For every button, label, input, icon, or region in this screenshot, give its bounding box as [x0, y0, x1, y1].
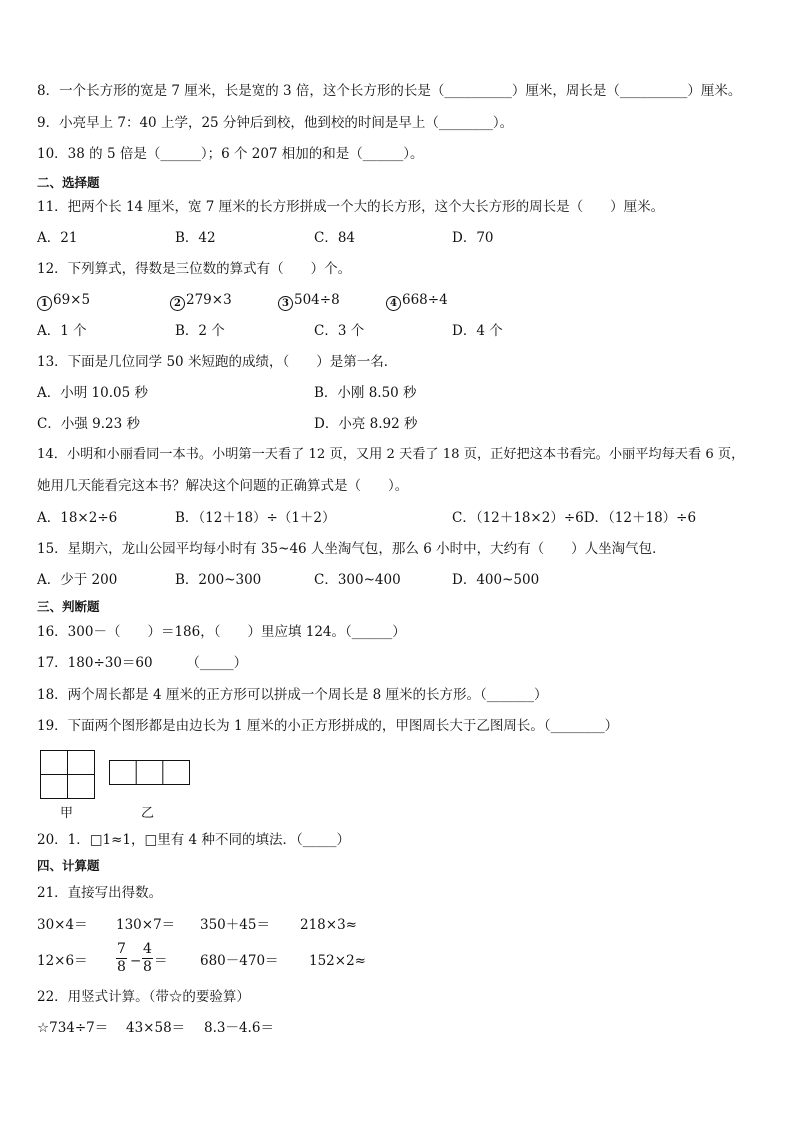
- q13-option-c: C．小强 9.23 秒: [37, 416, 140, 432]
- q13-option-d: D．小亮 8.92 秒: [314, 416, 418, 432]
- q21-item-7: 680－470＝: [200, 953, 279, 969]
- question-22: 22．用竖式计算。（带☆的要验算）: [37, 989, 250, 1005]
- equals-sign: ＝: [154, 953, 168, 969]
- section-heading-judgment: 三、判断题: [37, 599, 100, 614]
- question-20: 20．1．□1≈1，□里有 4 种不同的填法．（_____）: [37, 832, 350, 848]
- question-16: 16．300－（ ）＝186，（ ）里应填 124。（______）: [37, 624, 406, 640]
- q11-option-a: A．21: [37, 230, 78, 246]
- fraction-denominator: 8: [143, 959, 152, 975]
- figure-jia-label: 甲: [60, 806, 74, 821]
- q15-option-a: A．少于 200: [37, 572, 118, 588]
- q12-expression-text: 69×5: [53, 292, 91, 308]
- section-heading-choice: 二、选择题: [37, 175, 100, 190]
- question-11: 11．把两个长 14 厘米，宽 7 厘米的长方形拼成一个大的长方形，这个大长方形的周长是（ ）厘米。: [37, 199, 665, 215]
- circled-number: 1: [37, 296, 52, 311]
- q12-expression-3: [278, 291, 340, 311]
- q21-item-3: 350＋45＝: [200, 917, 270, 933]
- figure-yi-square-row: [109, 760, 191, 786]
- q21-item-2: 130×7＝: [116, 917, 176, 933]
- q14-option-b: B．（12＋18）÷（1＋2）: [175, 510, 336, 526]
- q22-item-1: ☆734÷7＝: [37, 1020, 109, 1036]
- q15-option-c: C．300~400: [314, 572, 401, 588]
- q12-option-b: B．2 个: [175, 323, 225, 339]
- q13-option-a: A．小明 10.05 秒: [37, 385, 148, 401]
- question-9: 9．小亮早上 7：40 上学，25 分钟后到校，他到校的时间是早上（________）。: [37, 115, 514, 131]
- q13-option-b: B．小刚 8.50 秒: [314, 385, 417, 401]
- fraction-4-8: [142, 941, 153, 976]
- q11-option-c: C．84: [314, 230, 356, 246]
- circled-number: 2: [170, 296, 185, 311]
- question-14-line-2: 她用几天能看完这本书？解决这个问题的正确算式是（ ）。: [37, 478, 409, 494]
- q12-expression-text: 668÷4: [402, 292, 448, 308]
- question-19: 19．下面两个图形都是由边长为 1 厘米的小正方形拼成的，甲图周长大于乙图周长。（________）: [37, 718, 619, 734]
- q12-expression-4: [386, 291, 448, 311]
- q12-option-c: C．3 个: [314, 323, 365, 339]
- q21-item-8: 152×2≈: [309, 953, 366, 969]
- q22-item-3: 8.3－4.6＝: [204, 1020, 274, 1036]
- question-18: 18．两个周长都是 4 厘米的正方形可以拼成一个周长是 8 厘米的长方形。（_______）: [37, 687, 548, 703]
- question-8: 8．一个长方形的宽是 7 厘米，长是宽的 3 倍，这个长方形的长是（__________）厘米，周长是（__________）厘米。: [37, 83, 742, 99]
- minus-sign: −: [130, 953, 142, 969]
- question-14-line-1: 14．小明和小丽看同一本书。小明第一天看了 12 页，又用 2 天看了 18 页，正好把这本书看完。小丽平均每天看 6 页，: [37, 447, 745, 462]
- q11-option-b: B．42: [175, 230, 216, 246]
- question-17: 17．180÷30＝60 （_____）: [37, 655, 248, 671]
- fraction-numerator: 4: [143, 941, 152, 957]
- q22-item-2: 43×58＝: [126, 1020, 186, 1036]
- fraction-7-8: [116, 941, 127, 976]
- question-10: 10．38 的 5 倍是（______）；6 个 207 相加的和是（______）。: [37, 146, 424, 162]
- fraction-numerator: 7: [117, 941, 126, 957]
- q12-option-a: A．1 个: [37, 323, 87, 339]
- q15-option-b: B．200~300: [175, 572, 262, 588]
- q12-expression-2: [170, 291, 232, 311]
- figure-jia-square-grid: [40, 750, 96, 801]
- circled-number: 4: [386, 296, 401, 311]
- q21-item-1: 30×4＝: [37, 917, 88, 933]
- q21-item-4: 218×3≈: [300, 917, 357, 933]
- q15-option-d: D．400~500: [452, 572, 540, 588]
- q11-option-d: D．70: [452, 230, 494, 246]
- question-15: 15．星期六，龙山公园平均每小时有 35~46 人坐淘气包，那么 6 小时中，大约有（ ）人坐淘气包．: [37, 541, 666, 557]
- q21-item-5: 12×6＝: [37, 953, 88, 969]
- q14-option-cd: C．（12＋18×2）÷6D．（12＋18）÷6: [452, 510, 697, 526]
- circled-number: 3: [278, 296, 293, 311]
- q12-expression-1: [37, 291, 90, 311]
- section-heading-calculation: 四、计算题: [37, 858, 100, 873]
- q12-expression-text: 279×3: [186, 292, 232, 308]
- question-12: 12．下列算式，得数是三位数的算式有（ ）个。: [37, 261, 352, 277]
- question-13: 13．下面是几位同学 50 米短跑的成绩，（ ）是第一名．: [37, 354, 398, 370]
- figure-yi-label: 乙: [141, 806, 155, 821]
- q12-option-d: D．4 个: [452, 323, 503, 339]
- fraction-denominator: 8: [117, 959, 126, 975]
- q14-option-a: A．18×2÷6: [37, 510, 118, 526]
- question-21: 21．直接写出得数。: [37, 885, 163, 901]
- q12-expression-text: 504÷8: [294, 292, 340, 308]
